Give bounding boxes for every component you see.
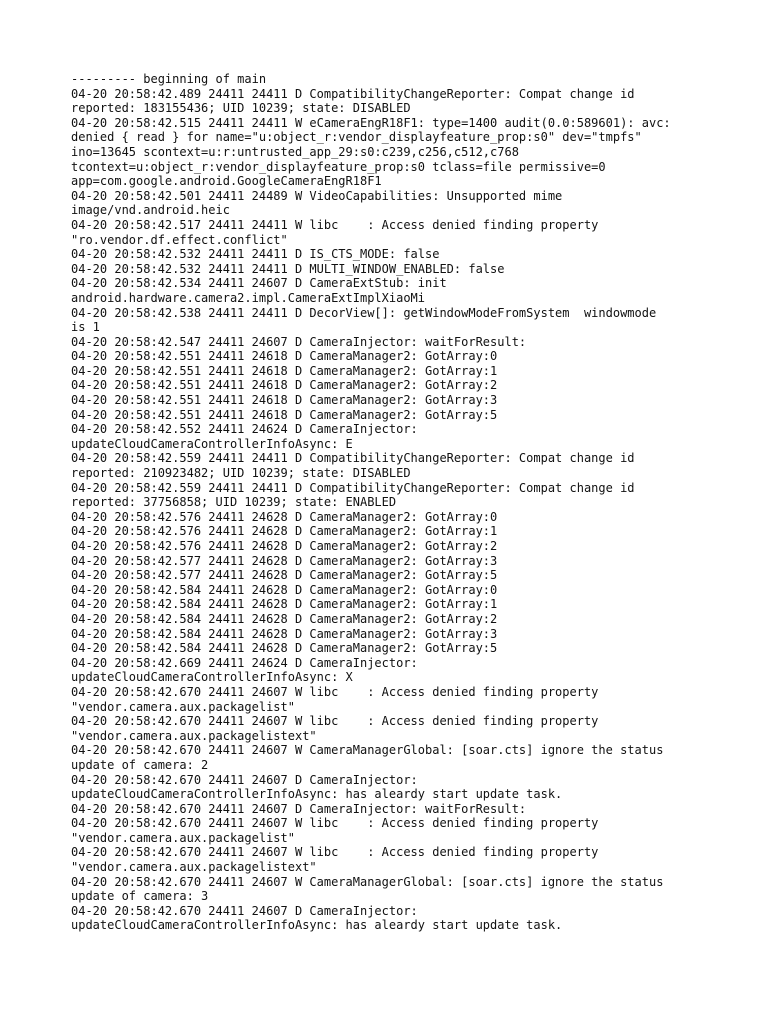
log-line: 04-20 20:58:42.584 24411 24628 D CameraManager2: GotArray:2 [71,611,498,626]
log-line: reported: 183155436; UID 10239; state: DISABLED [71,101,411,116]
log-line: 04-20 20:58:42.670 24411 24607 W CameraManagerGlobal: [soar.cts] ignore the status [71,874,664,889]
log-line: 04-20 20:58:42.559 24411 24411 D CompatibilityChangeReporter: Compat change id [71,451,635,466]
log-line: 04-20 20:58:42.538 24411 24411 D DecorView[]: getWindowModeFromSystem windowmode [71,305,657,320]
log-line: 04-20 20:58:42.584 24411 24628 D CameraManager2: GotArray:3 [71,626,498,641]
log-line: reported: 210923482; UID 10239; state: DISABLED [71,466,411,481]
log-line: "vendor.camera.aux.packagelistext" [71,728,317,743]
log-line: "ro.vendor.df.effect.conflict" [71,232,288,247]
log-line: denied { read } for name="u:object_r:vendor_displayfeature_prop:s0" dev="tmpfs" [71,130,642,145]
log-line: "vendor.camera.aux.packagelist" [71,830,295,845]
log-line: 04-20 20:58:42.489 24411 24411 D CompatibilityChangeReporter: Compat change id [71,86,635,101]
log-line: 04-20 20:58:42.559 24411 24411 D CompatibilityChangeReporter: Compat change id [71,480,635,495]
log-line: 04-20 20:58:42.584 24411 24628 D CameraManager2: GotArray:1 [71,597,498,612]
log-line: reported: 37756858; UID 10239; state: ENABLED [71,495,397,510]
log-line: 04-20 20:58:42.576 24411 24628 D CameraManager2: GotArray:0 [71,509,498,524]
log-line: 04-20 20:58:42.584 24411 24628 D CameraManager2: GotArray:0 [71,582,498,597]
log-line: image/vnd.android.heic [71,203,230,218]
log-line: update of camera: 2 [71,757,209,772]
log-line: 04-20 20:58:42.551 24411 24618 D CameraManager2: GotArray:5 [71,407,498,422]
log-line: 04-20 20:58:42.584 24411 24628 D CameraManager2: GotArray:5 [71,641,498,656]
log-line: android.hardware.camera2.impl.CameraExtImplXiaoMi [71,290,426,305]
log-line: 04-20 20:58:42.670 24411 24607 W CameraManagerGlobal: [soar.cts] ignore the status [71,743,664,758]
log-line: 04-20 20:58:42.670 24411 24607 D CameraInjector: [71,772,418,787]
log-line: 04-20 20:58:42.670 24411 24607 D CameraInjector: waitForResult: [71,801,527,816]
log-line: ino=13645 scontext=u:r:untrusted_app_29:s0:c239,c256,c512,c768 [71,144,519,159]
log-line: 04-20 20:58:42.547 24411 24607 D CameraInjector: waitForResult: [71,334,527,349]
log-line: 04-20 20:58:42.576 24411 24628 D CameraManager2: GotArray:1 [71,524,498,539]
log-line: 04-20 20:58:42.670 24411 24607 W libc : Access denied finding property [71,845,599,860]
log-line: 04-20 20:58:42.551 24411 24618 D CameraManager2: GotArray:0 [71,349,498,364]
log-line: 04-20 20:58:42.576 24411 24628 D CameraManager2: GotArray:2 [71,539,498,553]
log-line: updateCloudCameraControllerInfoAsync: E [71,436,353,451]
log-line: update of camera: 3 [71,889,209,904]
log-line: 04-20 20:58:42.551 24411 24618 D CameraManager2: GotArray:1 [71,363,498,378]
log-line: 04-20 20:58:42.534 24411 24607 D CameraExtStub: init [71,276,447,291]
log-line: 04-20 20:58:42.577 24411 24628 D CameraManager2: GotArray:3 [71,553,498,568]
log-line: 04-20 20:58:42.501 24411 24489 W VideoCapabilities: Unsupported mime [71,188,563,203]
log-line: 04-20 20:58:42.669 24411 24624 D CameraInjector: [71,655,418,670]
log-line: 04-20 20:58:42.532 24411 24411 D IS_CTS_MODE: false [71,247,440,262]
log-line: 04-20 20:58:42.577 24411 24628 D CameraManager2: GotArray:5 [71,568,498,583]
log-line: updateCloudCameraControllerInfoAsync: has aleardy start update task. [71,918,563,933]
log-line: is 1 [71,320,100,335]
log-line: 04-20 20:58:42.551 24411 24618 D CameraManager2: GotArray:2 [71,378,498,393]
log-line: 04-20 20:58:42.517 24411 24411 W libc : Access denied finding property [71,217,599,232]
log-document [71,72,711,933]
log-line: 04-20 20:58:42.552 24411 24624 D CameraInjector: [71,422,418,437]
log-line: updateCloudCameraControllerInfoAsync: X [71,670,353,685]
log-line: 04-20 20:58:42.551 24411 24618 D CameraManager2: GotArray:3 [71,393,498,408]
log-line: tcontext=u:object_r:vendor_displayfeature_prop:s0 tclass=file permissive=0 [71,159,606,174]
log-line: "vendor.camera.aux.packagelistext" [71,860,317,875]
log-line: "vendor.camera.aux.packagelist" [71,699,295,714]
log-line: 04-20 20:58:42.670 24411 24607 W libc : Access denied finding property [71,714,599,729]
log-line: 04-20 20:58:42.515 24411 24411 W eCameraEngR18F1: type=1400 audit(0.0:589601): avc: [71,115,671,130]
log-line: 04-20 20:58:42.670 24411 24607 D CameraInjector: [71,903,418,918]
log-line: 04-20 20:58:42.670 24411 24607 W libc : Access denied finding property [71,816,599,831]
log-line: 04-20 20:58:42.532 24411 24411 D MULTI_WINDOW_ENABLED: false [71,261,505,276]
log-line: app=com.google.android.GoogleCameraEngR18F1 [71,174,382,189]
log-line: --------- beginning of main [71,72,267,86]
log-line: updateCloudCameraControllerInfoAsync: has aleardy start update task. [71,787,563,802]
log-line: 04-20 20:58:42.670 24411 24607 W libc : Access denied finding property [71,684,599,699]
